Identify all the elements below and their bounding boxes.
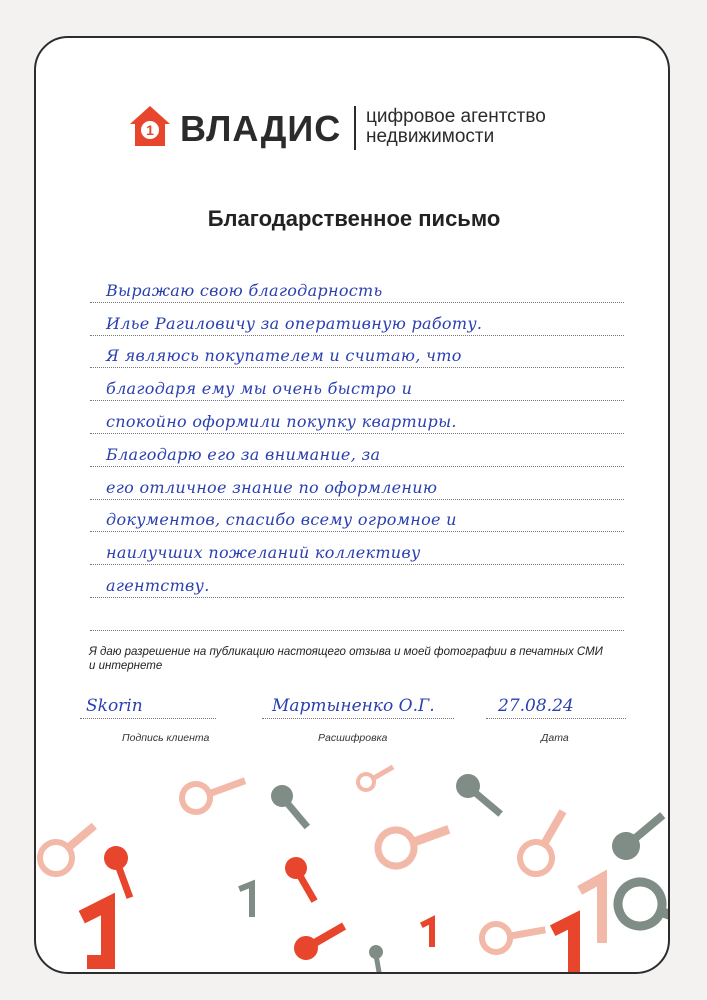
- logo-digit: 1: [146, 122, 154, 138]
- letter-line: [90, 598, 624, 631]
- digit-one-icon: [88, 904, 108, 962]
- date-label: Дата: [541, 732, 569, 744]
- key-icon: [178, 767, 250, 816]
- key-icon: [612, 876, 670, 945]
- key-icon: [606, 804, 670, 865]
- decorative-key-pattern: [36, 738, 670, 974]
- key-icon: [281, 853, 325, 906]
- house-key-icon: [128, 104, 172, 148]
- key-icon: [355, 760, 397, 793]
- key-icon: [514, 803, 577, 880]
- letter-line: [90, 303, 624, 336]
- key-icon: [480, 916, 548, 955]
- key-icon: [290, 916, 350, 965]
- handwritten-text: Я являюсь покупателем и считаю, что: [106, 346, 462, 366]
- letter-line: [90, 401, 624, 434]
- key-icon: [36, 814, 105, 881]
- digit-one-icon: [242, 884, 252, 914]
- letter-card: [34, 36, 670, 974]
- letter-line: [90, 565, 624, 598]
- date-line: [486, 718, 626, 719]
- letter-line: [90, 532, 624, 565]
- key-icon: [101, 843, 142, 902]
- handwritten-text: наилучших пожеланий коллективу: [106, 543, 421, 563]
- key-icon: [368, 944, 387, 974]
- transcript-value: Мартыненко О.Г.: [272, 696, 435, 716]
- digit-one-icon: [558, 920, 574, 966]
- date-value: 27.08.24: [498, 696, 574, 716]
- handwritten-text: благодаря ему мы очень быстро и: [106, 379, 413, 399]
- key-icon: [373, 812, 455, 871]
- brand-divider: [354, 106, 356, 150]
- page-title: Благодарственное письмо: [207, 206, 501, 231]
- signature-line: [80, 718, 216, 719]
- signature-label: Подпись клиента: [122, 732, 210, 744]
- digit-one-icon: [424, 920, 432, 944]
- handwritten-text: спокойно оформили покупку квартиры.: [106, 411, 457, 431]
- handwritten-text: Благодарю его за внимание, за: [106, 444, 381, 464]
- letter-line: [90, 270, 624, 303]
- handwritten-text: агентству.: [106, 575, 210, 595]
- transcript-line: [262, 718, 454, 719]
- letter-line: [90, 434, 624, 467]
- digit-one-icon: [584, 878, 602, 938]
- key-icon: [451, 769, 509, 823]
- letter-line: [90, 500, 624, 533]
- key-icon: [267, 781, 317, 834]
- handwritten-text: Выражаю свою благодарность: [106, 280, 383, 300]
- consent-text: Я даю разрешение на публикацию настоящего отзыва и моей фотографии в печатных СМИ и интернете: [89, 646, 603, 672]
- letter-line: [90, 467, 624, 500]
- letter-line: [90, 368, 624, 401]
- transcript-label: Расшифровка: [318, 732, 388, 744]
- handwritten-text: Илье Рагиловичу за оперативную работу.: [106, 313, 483, 333]
- brand-name: ВЛАДИС: [180, 108, 342, 149]
- letter-line: [90, 336, 624, 369]
- letter-body: [90, 270, 624, 631]
- tagline-line-1: цифровое агентство: [366, 106, 546, 127]
- handwritten-text: его отличное знание по оформлению: [106, 477, 438, 497]
- handwritten-text: документов, спасибо всему огромное и: [106, 510, 457, 530]
- brand-tagline: [366, 107, 546, 147]
- client-signature: Skorin: [86, 696, 143, 716]
- tagline-line-2: недвижимости: [366, 126, 495, 147]
